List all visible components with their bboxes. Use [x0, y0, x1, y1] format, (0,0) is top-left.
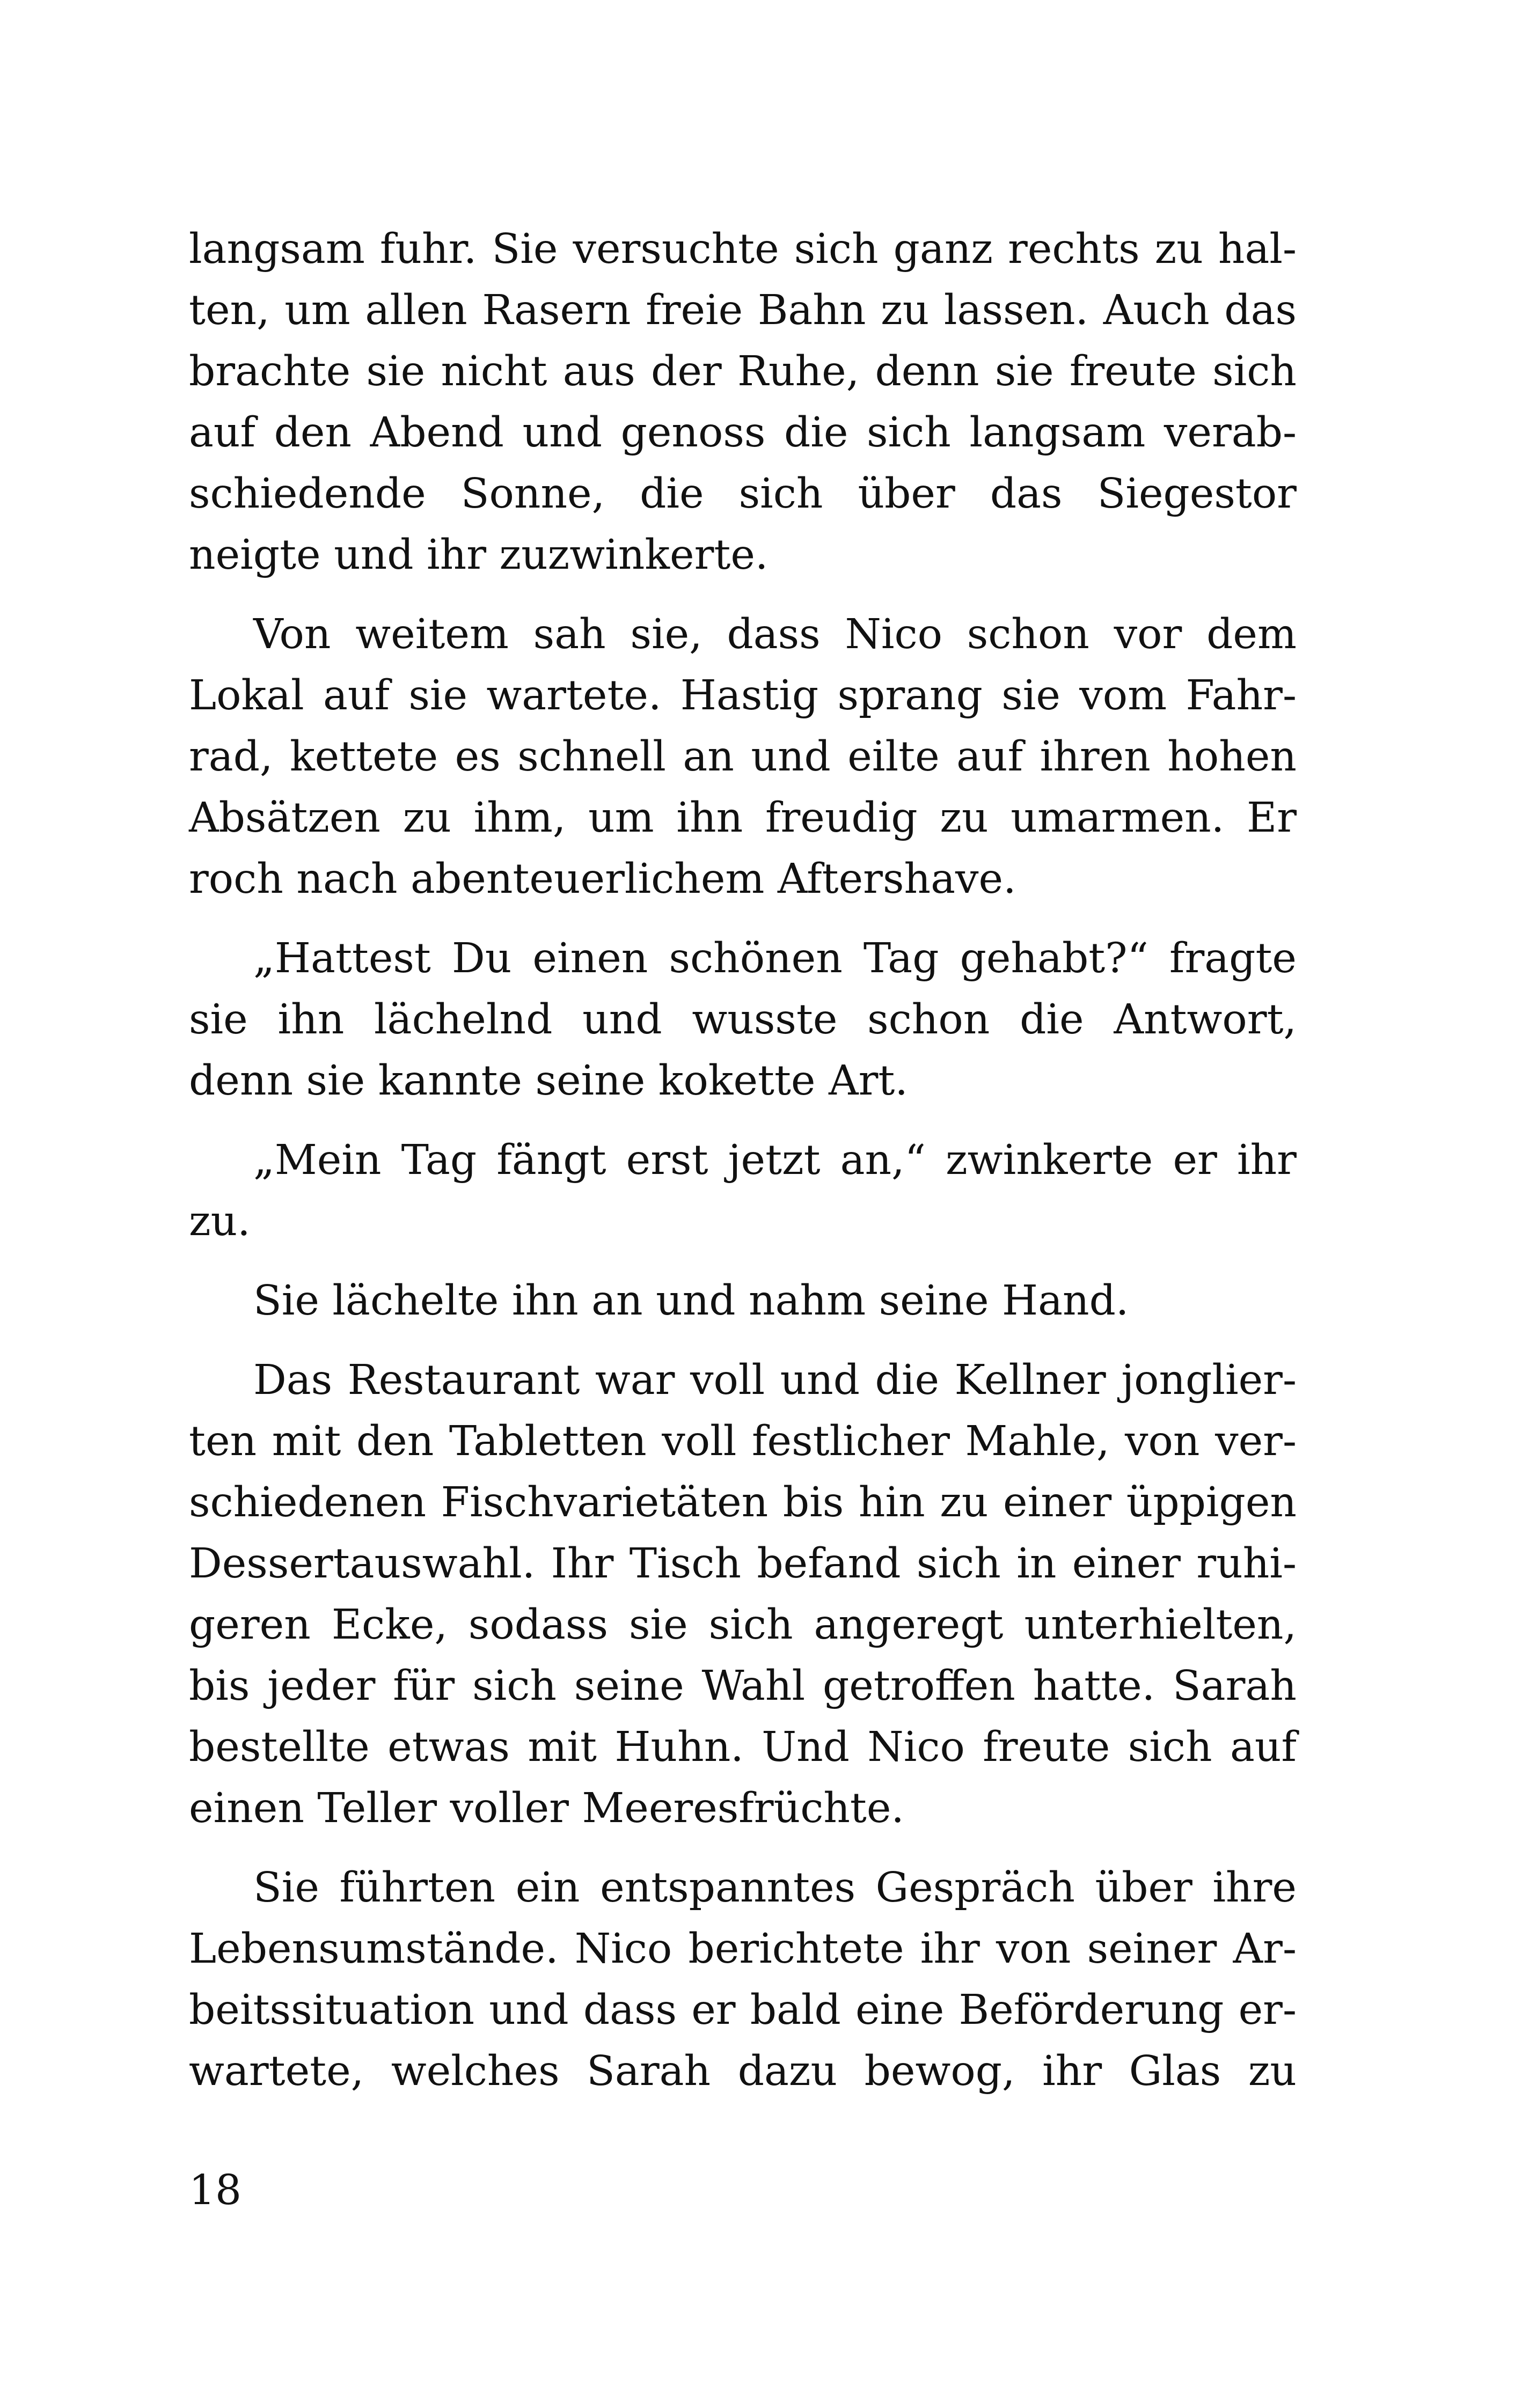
paragraph-4 — [189, 1130, 1297, 1252]
text-line: sie ihn lächelnd und wusste schon die Antwort, — [189, 996, 1297, 1044]
text-line: Das Restaurant war voll und die Kellner jonglier- — [253, 1356, 1297, 1404]
text-line: geren Ecke, sodass sie sich angeregt unterhielten, — [189, 1601, 1297, 1649]
text-line: zu. — [189, 1198, 251, 1245]
paragraph-1 — [189, 219, 1297, 586]
text-line: ten, um allen Rasern freie Bahn zu lassen. Auch das — [189, 287, 1297, 334]
text-line: auf den Abend und genoss die sich langsam verab- — [189, 409, 1297, 457]
text-line: wartete, welches Sarah dazu bewog, ihr Glas zu — [189, 2047, 1297, 2095]
text-line: Sie lächelte ihn an und nahm seine Hand. — [253, 1277, 1129, 1325]
text-line: rad, kettete es schnell an und eilte auf ihren hohen — [189, 733, 1297, 781]
text-line: roch nach abenteuerlichem Aftershave. — [189, 855, 1016, 903]
text-line: neigte und ihr zuzwinkerte. — [189, 531, 769, 579]
text-line: Lokal auf sie wartete. Hastig sprang sie vom Fahr- — [189, 672, 1297, 720]
body-text — [189, 219, 1297, 2120]
text-line: Sie führten ein entspanntes Gespräch über ihre — [253, 1864, 1297, 1912]
text-line: schiedenen Fischvarietäten bis hin zu einer üppigen — [189, 1479, 1297, 1526]
text-line: denn sie kannte seine kokette Art. — [189, 1057, 908, 1105]
text-line: Absätzen zu ihm, um ihn freudig zu umarmen. Er — [189, 794, 1297, 842]
paragraph-2 — [189, 604, 1297, 910]
paragraph-5 — [189, 1271, 1297, 1332]
paragraph-6 — [189, 1350, 1297, 1839]
text-line: „Hattest Du einen schönen Tag gehabt?“ fragte — [253, 935, 1297, 982]
text-line: beitssituation und dass er bald eine Beförderung er- — [189, 1986, 1297, 2034]
text-line: „Mein Tag fängt erst jetzt an,“ zwinkerte er ihr — [253, 1136, 1297, 1184]
text-line: brachte sie nicht aus der Ruhe, denn sie freute sich — [189, 348, 1297, 395]
page-number: 18 — [189, 2167, 242, 2214]
paragraph-3 — [189, 928, 1297, 1112]
text-line: Lebensumstände. Nico berichtete ihr von seiner Ar- — [189, 1925, 1297, 1973]
text-line: Von weitem sah sie, dass Nico schon vor dem — [253, 611, 1297, 658]
text-line: schiedende Sonne, die sich über das Siegestor — [189, 470, 1297, 518]
text-line: langsam fuhr. Sie versuchte sich ganz rechts zu hal- — [189, 225, 1297, 273]
text-line: bis jeder für sich seine Wahl getroffen hatte. Sarah — [189, 1662, 1297, 1710]
text-line: Dessertauswahl. Ihr Tisch befand sich in einer ruhi- — [189, 1540, 1297, 1588]
text-line: ten mit den Tabletten voll festlicher Mahle, von ver- — [189, 1418, 1297, 1465]
paragraph-7 — [189, 1858, 1297, 2102]
text-line: bestellte etwas mit Huhn. Und Nico freute sich auf — [189, 1723, 1297, 1771]
text-line: einen Teller voller Meeresfrüchte. — [189, 1785, 904, 1832]
